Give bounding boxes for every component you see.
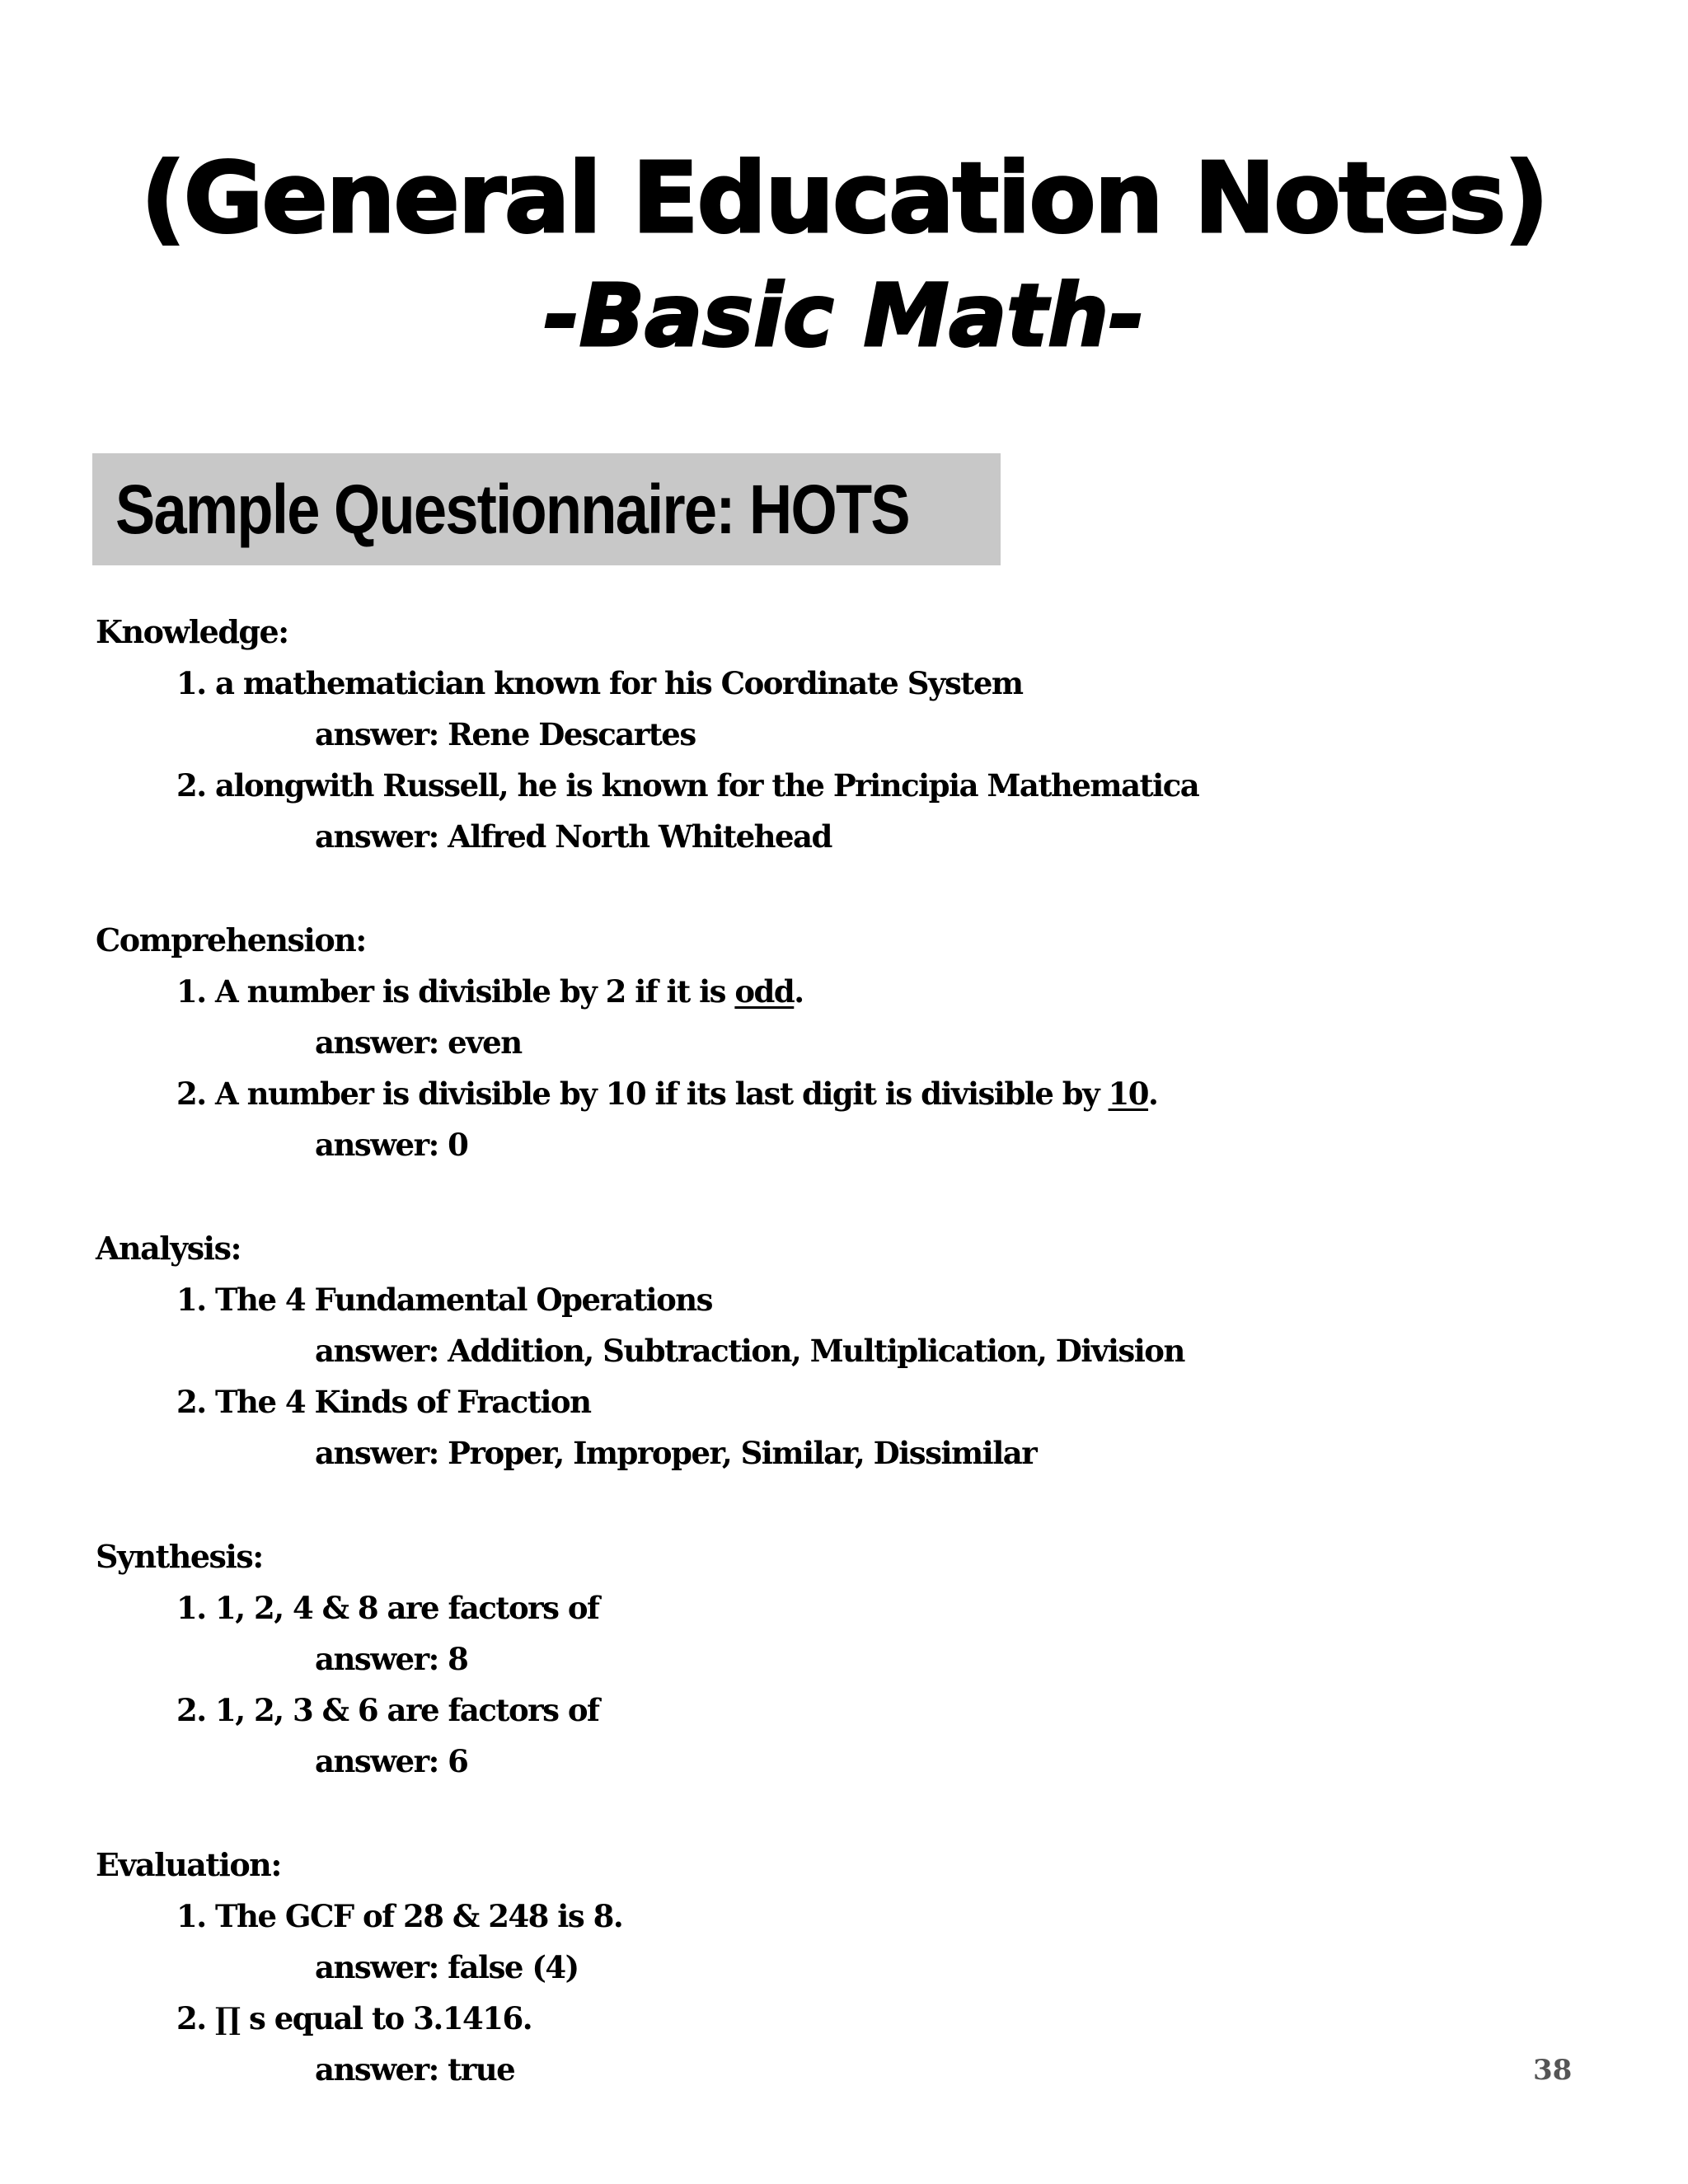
answer-synthesis-2: answer: 6 <box>315 1743 468 1779</box>
document-subtitle: -Basic Math- <box>543 265 1145 366</box>
question-comprehension-1 <box>176 971 804 1012</box>
question-punctuation: . <box>1148 1076 1158 1112</box>
section-title-knowledge: Knowledge: <box>96 613 288 650</box>
question-knowledge-1: 1. a mathematician known for his Coordinate System <box>176 665 1023 701</box>
question-text: 1. A number is divisible by 2 if it is <box>176 973 735 1010</box>
section-title-analysis: Analysis: <box>96 1230 241 1267</box>
answer-synthesis-1: answer: 8 <box>315 1641 468 1677</box>
question-text: 2. A number is divisible by 10 if its last digit is divisible by <box>176 1076 1109 1112</box>
section-title-comprehension: Comprehension: <box>96 921 366 958</box>
section-banner <box>92 453 1001 565</box>
document-title: (General Education Notes) <box>140 141 1548 255</box>
page-number: 38 <box>1533 2054 1573 2087</box>
question-analysis-2: 2. The 4 Kinds of Fraction <box>176 1384 591 1420</box>
underlined-term: 10 <box>1108 1076 1149 1112</box>
question-synthesis-2: 2. 1, 2, 3 & 6 are factors of <box>176 1692 599 1728</box>
question-evaluation-1: 1. The GCF of 28 & 248 is 8. <box>176 1898 623 1934</box>
answer-comprehension-2: answer: 0 <box>315 1127 468 1163</box>
answer-evaluation-2: answer: true <box>315 2051 515 2088</box>
answer-analysis-1: answer: Addition, Subtraction, Multiplication, Division <box>315 1333 1184 1369</box>
answer-analysis-2: answer: Proper, Improper, Similar, Dissimilar <box>315 1435 1037 1471</box>
section-title-synthesis: Synthesis: <box>96 1538 263 1575</box>
question-synthesis-1: 1. 1, 2, 4 & 8 are factors of <box>176 1590 599 1626</box>
section-title-evaluation: Evaluation: <box>96 1846 281 1883</box>
answer-knowledge-1: answer: Rene Descartes <box>315 716 696 752</box>
question-analysis-1: 1. The 4 Fundamental Operations <box>176 1282 713 1318</box>
answer-comprehension-1: answer: even <box>315 1024 522 1061</box>
question-punctuation: . <box>794 973 804 1010</box>
question-evaluation-2: 2. ∏ s equal to 3.1416. <box>176 2000 532 2036</box>
banner-heading: Sample Questionnaire: HOTS <box>115 471 909 548</box>
answer-knowledge-2: answer: Alfred North Whitehead <box>315 818 832 855</box>
question-knowledge-2: 2. alongwith Russell, he is known for the Principia Mathematica <box>176 767 1199 804</box>
question-comprehension-2 <box>176 1073 1157 1114</box>
underlined-term: odd <box>734 973 795 1010</box>
answer-evaluation-1: answer: false (4) <box>315 1949 579 1985</box>
